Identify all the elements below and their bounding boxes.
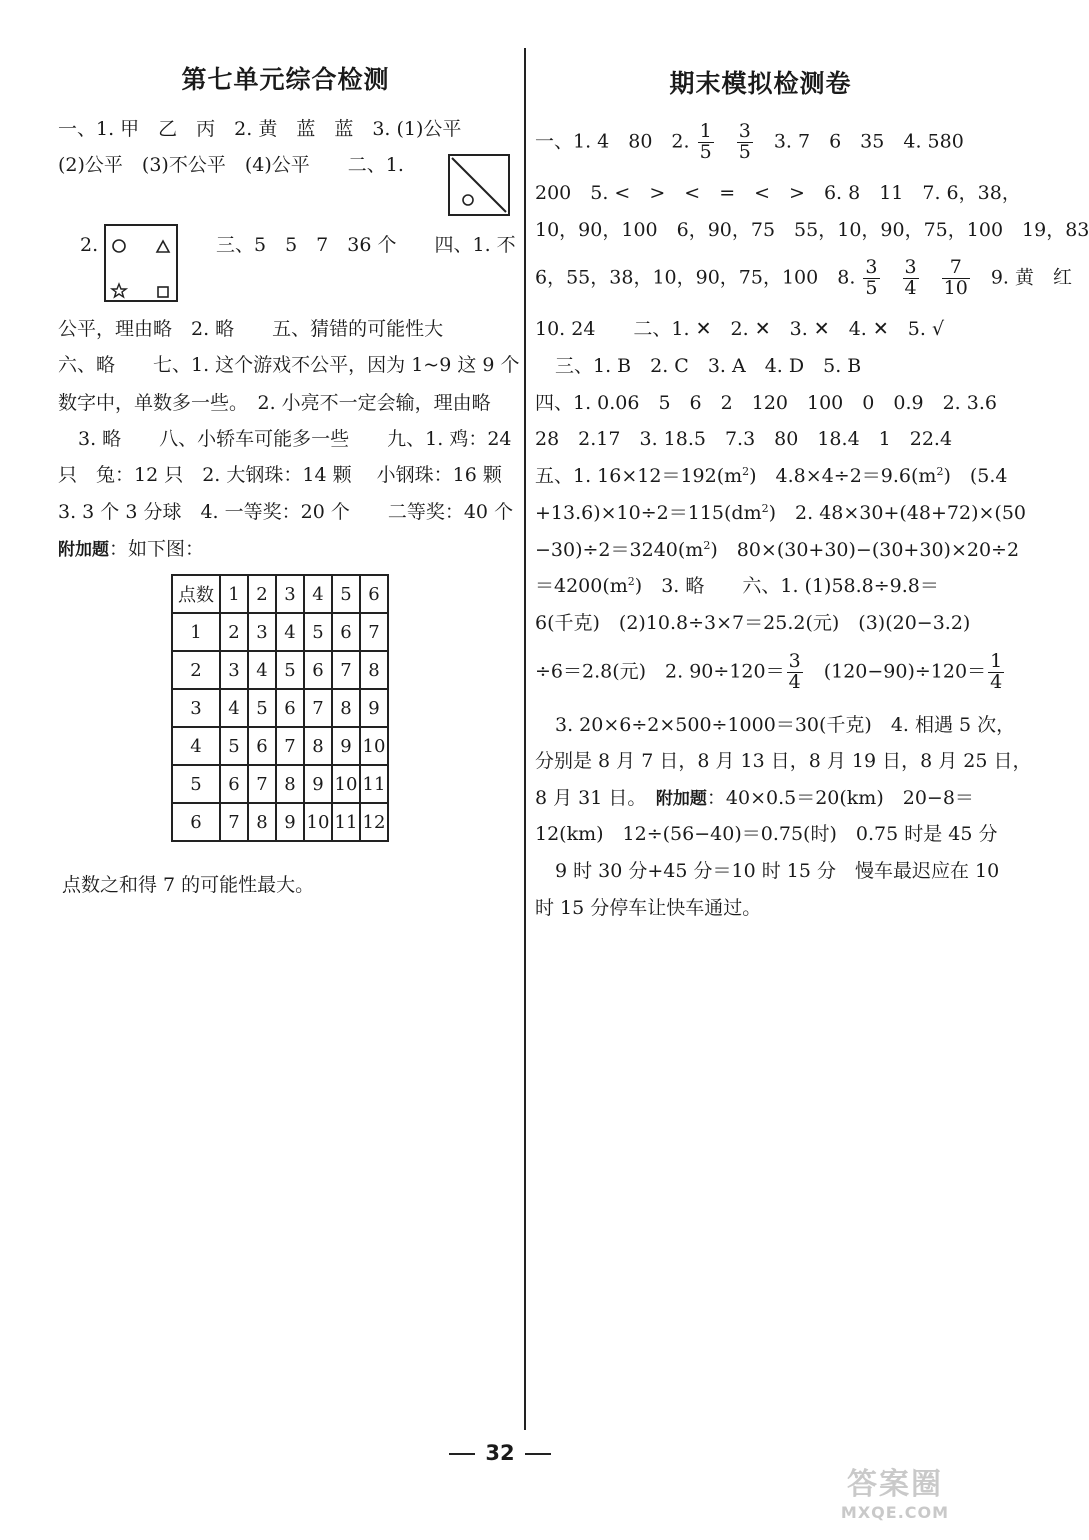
right-line-4	[535, 258, 1072, 299]
table-cell: 3	[172, 689, 220, 727]
right-line-16: 分别是 8 月 7 日，8 月 13 日，8 月 19 日，8 月 25 日，	[535, 750, 1032, 772]
right-line-2: 200 5. < > < = < > 6. 8 11 7. 6，38，	[535, 182, 1021, 204]
right-line-12	[535, 577, 939, 596]
dice-sum-table	[171, 574, 389, 842]
extra-label: 附加题	[58, 540, 109, 560]
right-line-19: 9 时 30 分+45 分＝10 时 15 分 慢车最迟应在 10	[555, 860, 1000, 882]
left-extra-line	[58, 540, 204, 559]
text-span: 五、1. 16×12＝192(m	[535, 465, 743, 487]
denominator: 4	[788, 670, 801, 693]
text-span: −30)÷2＝3240(m	[535, 539, 704, 561]
right-line-13: 6(千克) (2)10.8÷3×7＝25.2(元) (3)(20−3.2)	[535, 612, 971, 634]
fraction	[903, 258, 919, 299]
table-cell: 11	[332, 803, 360, 841]
table-cell: 7	[360, 613, 388, 651]
numerator: 3	[865, 256, 878, 278]
denominator: 5	[699, 140, 712, 163]
text-span: ) 4.8×4÷2＝9.6(m	[749, 465, 937, 487]
text-span: ：40×0.5＝20(km) 20−8＝	[706, 787, 974, 809]
right-line-3: 10，90，100 6，90，75 55，10，90，75，100 19，83	[535, 219, 1089, 241]
left-section-title: 第七单元综合检测	[181, 65, 390, 94]
left-line-1: 一、1. 甲 乙 丙 2. 黄 蓝 蓝 3. (1)公平	[58, 118, 462, 140]
text-span: 8 月 31 日。	[535, 787, 656, 809]
left-line-4: 三、5 5 7 36 个 四、1. 不	[216, 234, 516, 256]
table-cell: 8	[332, 689, 360, 727]
table-cell: 8	[360, 651, 388, 689]
table-cell: 10	[332, 765, 360, 803]
numerator: 1	[990, 650, 1003, 672]
table-row	[172, 765, 388, 803]
numerator: 3	[788, 650, 801, 672]
denominator: 10	[943, 276, 968, 299]
page-number-text: 32	[485, 1441, 515, 1465]
text-span: ) 3. 略 六、1. (1)58.8÷9.8＝	[634, 575, 939, 597]
table-row	[172, 613, 388, 651]
right-line-10	[535, 504, 1026, 523]
dash-right	[525, 1453, 551, 1455]
superscript: 2	[761, 502, 769, 515]
table-header-cell: 5	[332, 575, 360, 613]
table-cell: 8	[248, 803, 276, 841]
right-line-5: 10. 24 二、1. ✕ 2. ✕ 3. ✕ 4. ✕ 5. √	[535, 318, 945, 340]
table-cell: 6	[332, 613, 360, 651]
table-header-cell: 点数	[172, 575, 220, 613]
table-cell: 2	[220, 613, 248, 651]
table-cell: 5	[220, 727, 248, 765]
right-line-8: 28 2.17 3. 18.5 7.3 80 18.4 1 22.4	[535, 428, 953, 450]
table-cell: 7	[332, 651, 360, 689]
numerator: 3	[904, 256, 917, 278]
table-cell: 6	[220, 765, 248, 803]
table-cell: 8	[276, 765, 304, 803]
left-line-8: 3. 略 八、小轿车可能多一些 九、1. 鸡：24	[78, 428, 512, 450]
table-cell: 3	[220, 651, 248, 689]
text-span: ) 80×(30+30)−(30+30)×20÷2	[710, 539, 1020, 561]
table-cell: 4	[276, 613, 304, 651]
right-section-title: 期末模拟检测卷	[669, 69, 852, 98]
numerator: 3	[738, 120, 751, 142]
fraction	[698, 122, 714, 163]
fraction	[737, 122, 753, 163]
numerator: 1	[699, 120, 712, 142]
table-header-row	[172, 575, 388, 613]
left-line-7: 数字中，单数多一些。 2. 小亮不一定会输，理由略	[58, 392, 491, 414]
right-line-15: 3. 20×6÷2×500÷1000＝30(千克) 4. 相遇 5 次，	[555, 714, 1016, 736]
table-cell: 5	[304, 613, 332, 651]
superscript: 2	[936, 465, 944, 478]
table-row	[172, 689, 388, 727]
watermark-logo	[810, 1459, 980, 1522]
dash-left	[449, 1453, 475, 1455]
table-cell: 9	[276, 803, 304, 841]
left-line-3: 2.	[80, 234, 99, 256]
superscript: 2	[627, 575, 635, 588]
table-cell: 9	[304, 765, 332, 803]
table-cell: 6	[248, 727, 276, 765]
text-span: ) 2. 48×30+(48+72)×(50	[768, 502, 1026, 524]
right-line-17	[535, 789, 974, 808]
table-cell: 12	[360, 803, 388, 841]
text-span: ÷6＝2.8(元) 2. 90÷120＝	[535, 660, 785, 683]
table-cell: 7	[248, 765, 276, 803]
table-cell: 10	[360, 727, 388, 765]
right-line-7: 四、1. 0.06 5 6 2 120 100 0 0.9 2. 3.6	[535, 392, 997, 414]
fraction	[863, 258, 879, 299]
text-span: 3. 7 6 35 4. 580	[773, 130, 964, 153]
table-cell: 1	[172, 613, 220, 651]
diagonal-square-drawing	[450, 156, 508, 214]
table-cell: 9	[332, 727, 360, 765]
left-line-2: (2)公平 (3)不公平 (4)公平 二、1.	[58, 154, 404, 176]
extra-text: ：如下图：	[109, 538, 205, 560]
table-cell: 9	[360, 689, 388, 727]
shapes-square-figure	[104, 224, 178, 302]
text-span: (120−90)÷120＝	[823, 660, 987, 683]
table-header-cell: 1	[220, 575, 248, 613]
table-cell: 5	[276, 651, 304, 689]
watermark-bottom: MXQE.COM	[840, 1503, 950, 1522]
table-cell: 4	[220, 689, 248, 727]
denominator: 4	[904, 276, 917, 299]
table-cell: 5	[248, 689, 276, 727]
table-cell: 4	[172, 727, 220, 765]
superscript: 2	[742, 465, 750, 478]
diagonal-square-figure	[448, 154, 510, 216]
right-line-11	[535, 541, 1019, 560]
table-cell: 6	[276, 689, 304, 727]
fraction	[988, 652, 1004, 693]
table-cell: 6	[172, 803, 220, 841]
table-row	[172, 727, 388, 765]
text-span: ) (5.4	[943, 465, 1008, 487]
table-header-cell: 4	[304, 575, 332, 613]
table-cell: 3	[248, 613, 276, 651]
numerator: 7	[942, 258, 970, 279]
fraction	[942, 258, 970, 299]
table-cell: 10	[304, 803, 332, 841]
table-cell: 11	[360, 765, 388, 803]
left-line-10: 3. 3 个 3 分球 4. 一等奖：20 个 二等奖：40 个	[58, 501, 514, 523]
left-line-9: 只 兔：12 只 2. 大钢珠：14 颗 小钢珠：16 颗	[58, 464, 502, 486]
table-cell: 5	[172, 765, 220, 803]
left-line-5: 公平，理由略 2. 略 五、猜错的可能性大	[58, 318, 444, 340]
table-cell: 7	[304, 689, 332, 727]
extra-label: 附加题	[655, 789, 707, 809]
superscript: 2	[703, 539, 711, 552]
table-cell: 4	[248, 651, 276, 689]
denominator: 4	[990, 670, 1003, 693]
left-line-6: 六、略 七、1. 这个游戏不公平，因为 1~9 这 9 个	[58, 354, 520, 376]
text-span: ＝4200(m	[535, 575, 628, 597]
watermark-top: 答案圈	[847, 1467, 943, 1502]
denominator: 5	[738, 140, 751, 163]
text-span: 6，55，38，10，90，75，100 8.	[535, 266, 856, 289]
fraction	[787, 652, 803, 693]
table-cell: 2	[172, 651, 220, 689]
table-row	[172, 651, 388, 689]
table-cell: 7	[220, 803, 248, 841]
right-line-9	[535, 467, 1007, 486]
table-header-cell: 3	[276, 575, 304, 613]
right-line-14	[535, 652, 1006, 693]
table-header-cell: 2	[248, 575, 276, 613]
table-row	[172, 803, 388, 841]
right-line-6: 三、1. B 2. C 3. A 4. D 5. B	[555, 355, 862, 377]
table-conclusion: 点数之和得 7 的可能性最大。	[62, 874, 315, 896]
table-cell: 7	[276, 727, 304, 765]
text-span: 9. 黄 红	[990, 266, 1073, 289]
shapes-square-drawing	[106, 226, 176, 300]
table-header-cell: 6	[360, 575, 388, 613]
table-cell: 6	[304, 651, 332, 689]
right-line-20: 时 15 分停车让快车通过。	[535, 897, 762, 919]
text-span: 一、1. 4 80 2.	[535, 130, 690, 153]
right-line-1	[535, 122, 964, 163]
column-divider	[524, 48, 526, 1430]
denominator: 5	[865, 276, 878, 299]
right-line-18: 12(km) 12÷(56−40)＝0.75(时) 0.75 时是 45 分	[535, 823, 998, 845]
text-span: +13.6)×10÷2＝115(dm	[535, 502, 762, 524]
table-cell: 8	[304, 727, 332, 765]
